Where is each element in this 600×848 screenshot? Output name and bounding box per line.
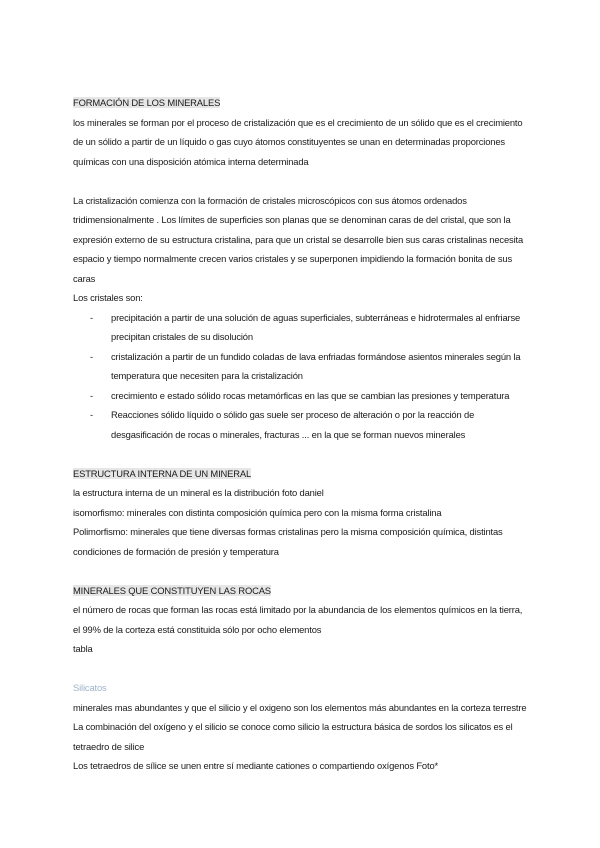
list-item: - cristalización a partir de un fundido coladas de lava enfriadas formándose asientos minerales según la temperatura que necesiten para la cristalización	[73, 347, 528, 386]
section-heading-minerales-rocas: MINERALES QUE CONSTITUYEN LAS ROCAS	[73, 584, 271, 596]
blank-line	[73, 171, 528, 191]
paragraph: Polimorfismo: minerales que tiene diversas formas cristalinas pero la misma composición química, distintas condiciones de formación de presión y temperatura	[73, 526, 503, 557]
crystal-list	[73, 308, 528, 445]
subheading-silicatos: Silicatos	[73, 682, 107, 693]
section-heading-estructura: ESTRUCTURA INTERNA DE UN MINERAL	[73, 467, 252, 479]
blank-line	[73, 659, 528, 679]
paragraph: la estructura interna de un mineral es la distribución foto daniel	[73, 487, 324, 498]
document-page	[73, 93, 528, 776]
paragraph: el número de rocas que forman las rocas está limitado por la abundancia de los elementos químicos en la tierra, el 99% de la corteza está constituida sólo por ocho elementos	[73, 604, 523, 635]
list-item: - precipitación a partir de una solución de aguas superficiales, subterráneas e hidrotermales al enfriarse precipitan cristales de su disolución	[73, 308, 528, 347]
paragraph: Los cristales son:	[73, 292, 143, 303]
paragraph: minerales mas abundantes y que el silicio y el oxigeno son los elementos más abundantes en la corteza terrestre	[73, 701, 527, 713]
list-item: - crecimiento e estado sólido rocas metamórficas en las que se cambian las presiones y temperatura	[73, 386, 528, 406]
list-item: - Reacciones sólido líquido o sólido gas suele ser proceso de alteración o por la reacción de desgasificación de rocas o minerales, fracturas ... en la que se forman nuevos minerales	[73, 405, 528, 444]
paragraph: La cristalización comienza con la formación de cristales microscópicos con sus átomos ordenados tridimensionalmente . Los límites de superficies son planas que se denominan caras de del cristal, que son la expresión externo de su estructura cristalina, para que un cristal se desarrolle bien sus caras cristalinas necesita espacio y tiempo normalmente crecen varios cristales y se superponen impidiendo la formación bonita de sus caras	[73, 194, 524, 284]
paragraph: La combinación del oxígeno y el silicio se conoce como silicio la estructura básica de sordos los silicatos es el tetraedro de silice	[73, 721, 513, 752]
blank-line	[73, 444, 528, 464]
paragraph: los minerales se forman por el proceso de cristalización que es el crecimiento de un sólido que es el crecimiento de un sólido a partir de un líquido o gas cuyo átomos constituyentes se unan en determinadas proporciones químicas con una disposición atómica interna determinada	[73, 116, 523, 167]
paragraph: Los tetraedros de sílice se unen entre sí mediante cationes o compartiendo oxígenos Foto*	[73, 760, 439, 771]
paragraph: tabla	[73, 643, 93, 654]
blank-line	[73, 561, 528, 581]
paragraph: isomorfismo: minerales con distinta composición química pero con la misma forma cristalina	[73, 506, 442, 518]
section-heading-formacion: FORMACIÓN DE LOS MINERALES	[73, 97, 221, 108]
